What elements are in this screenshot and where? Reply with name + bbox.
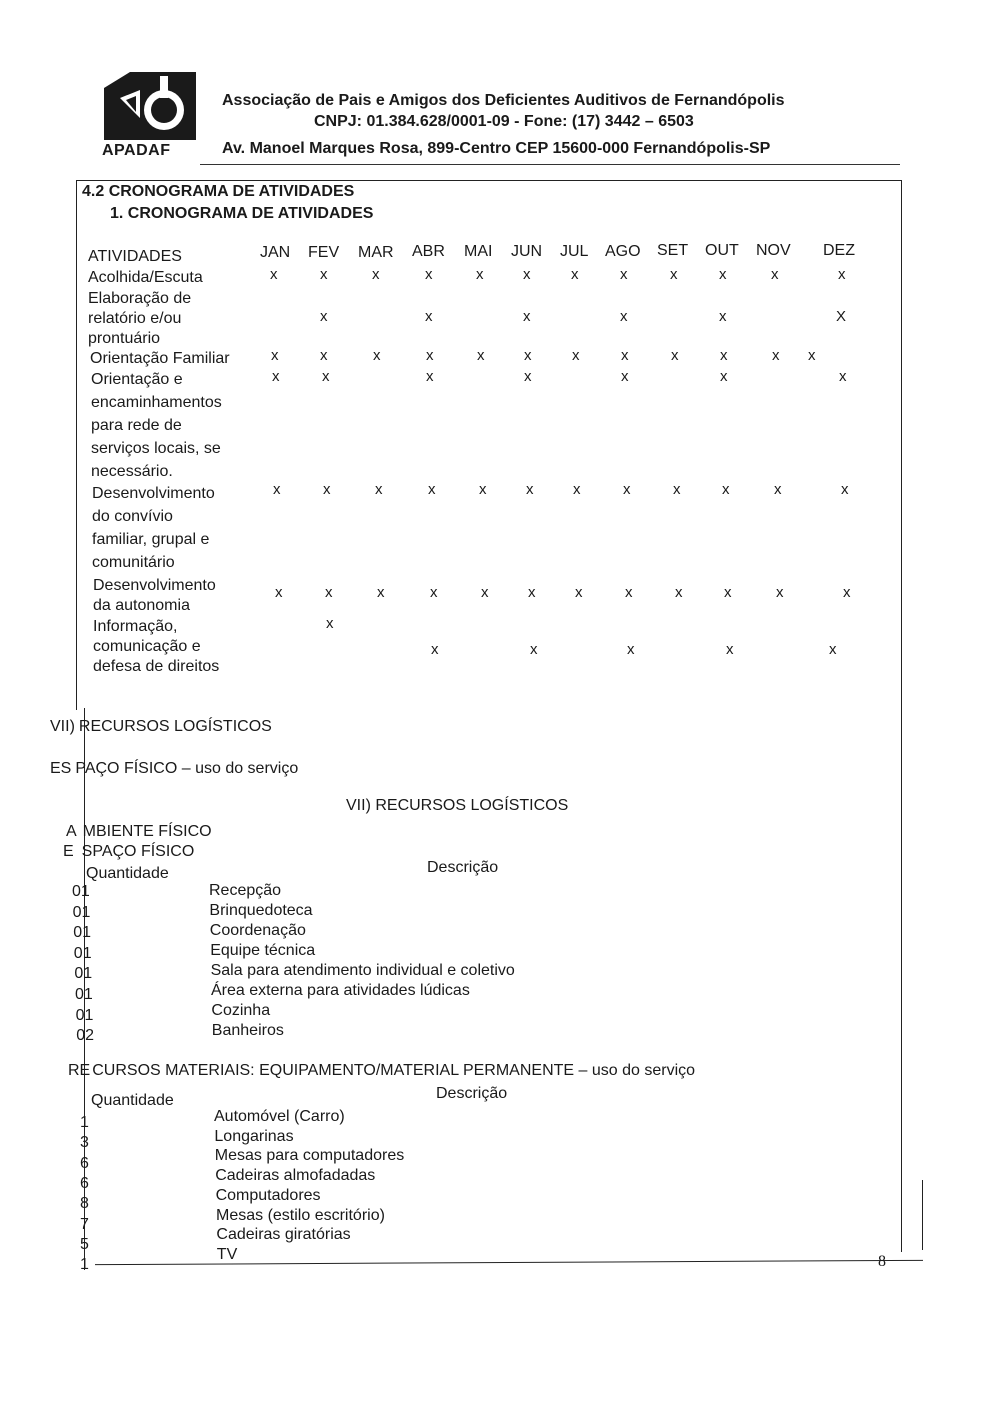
- schedule-mark: x: [428, 481, 436, 498]
- schedule-mark: x: [719, 266, 727, 283]
- equipment-qty: 7: [80, 1215, 89, 1233]
- schedule-mark: x: [325, 584, 333, 601]
- schedule-mark: x: [523, 308, 531, 325]
- schedule-mark: x: [320, 347, 328, 364]
- schedule-section-title: 4.2 CRONOGRAMA DE ATIVIDADES: [82, 183, 355, 200]
- schedule-mark: x: [671, 347, 679, 364]
- equipment-desc-header: Descrição: [436, 1085, 508, 1102]
- schedule-mark: x: [526, 481, 534, 498]
- activity-label: serviços locais, se: [91, 440, 221, 457]
- org-name: Associação de Pais e Amigos dos Deficientes Auditivos de Fernandópolis: [222, 92, 785, 109]
- apadaf-emblem-icon: [100, 70, 198, 142]
- room-qty: 01: [72, 903, 91, 921]
- schedule-mark: x: [479, 481, 487, 498]
- space-line-a: ES: [50, 760, 72, 777]
- schedule-mark: x: [326, 615, 334, 632]
- activity-label: Orientação Familiar: [90, 350, 230, 367]
- schedule-mark: x: [772, 347, 780, 364]
- org-cnpj-phone: CNPJ: 01.384.628/0001-09 - Fone: (17) 3442 – 6503: [314, 113, 694, 130]
- materials-b: CURSOS MATERIAIS: EQUIPAMENTO/MATERIAL PERMANENTE – uso do serviço: [92, 1062, 696, 1079]
- equipment-qty-header: Quantidade: [91, 1092, 174, 1109]
- equipment-desc: Mesas para computadores: [214, 1147, 405, 1165]
- equipment-qty: 8: [80, 1195, 89, 1213]
- month-header: JAN: [260, 244, 291, 261]
- schedule-mark: x: [270, 266, 278, 283]
- equipment-desc: Automóvel (Carro): [214, 1108, 345, 1125]
- schedule-mark: x: [620, 308, 628, 325]
- apadaf-logo: [100, 70, 200, 160]
- schedule-mark: x: [625, 584, 633, 601]
- schedule-mark: x: [524, 347, 532, 364]
- rooms-qty-header: Quantidade: [86, 865, 169, 882]
- schedule-mark: x: [275, 584, 283, 601]
- room-qty: 01: [74, 965, 93, 983]
- logistics-heading: [50, 718, 272, 736]
- equipment-desc: TV: [216, 1245, 238, 1263]
- schedule-mark: x: [838, 266, 846, 283]
- org-address: Av. Manoel Marques Rosa, 899-Centro CEP 15600-000 Fernandópolis-SP: [222, 140, 771, 157]
- month-header: FEV: [308, 243, 340, 261]
- room-desc: Equipe técnica: [210, 942, 316, 959]
- schedule-mark: x: [373, 347, 381, 364]
- schedule-mark: x: [430, 584, 438, 601]
- espaco-b: SPAÇO FÍSICO: [81, 843, 195, 860]
- activity-label: comunicação e: [93, 638, 201, 655]
- activity-label: prontuário: [88, 330, 161, 347]
- month-header: AGO: [605, 242, 641, 260]
- month-header: ABR: [412, 243, 445, 261]
- equipment-qty: 5: [80, 1235, 89, 1253]
- schedule-mark: x: [841, 481, 849, 498]
- equipment-qty: 6: [80, 1174, 89, 1192]
- activity-label: do convívio: [92, 508, 173, 525]
- activity-label: defesa de direitos: [93, 658, 220, 675]
- activity-label: encaminhamentos: [91, 394, 222, 411]
- month-header: MAI: [464, 243, 493, 261]
- logistics-heading-rest: RECURSOS LOGÍSTICOS: [78, 718, 272, 735]
- equipment-qty: 1: [80, 1114, 89, 1131]
- schedule-mark: x: [719, 308, 727, 325]
- logistics-heading-center: VII) RECURSOS LOGÍSTICOS: [346, 797, 569, 814]
- month-header: MAR: [358, 243, 394, 261]
- activity-label: necessário.: [91, 463, 173, 480]
- room-qty: 02: [76, 1027, 94, 1045]
- month-header: JUN: [511, 243, 543, 260]
- schedule-mark: x: [621, 368, 629, 385]
- header-rule: [200, 164, 900, 165]
- room-qty: 01: [75, 986, 93, 1003]
- schedule-mark: x: [829, 641, 837, 658]
- month-header: OUT: [705, 242, 739, 260]
- schedule-mark: x: [724, 584, 732, 601]
- equipment-qty: 6: [80, 1154, 89, 1172]
- activities-header: ATIVIDADES: [88, 248, 182, 265]
- schedule-mark: x: [843, 584, 851, 601]
- espaco-fisico: [63, 843, 194, 861]
- activity-label: familiar, grupal e: [92, 531, 210, 548]
- equipment-desc: Cadeiras giratórias: [216, 1226, 351, 1244]
- schedule-mark: x: [575, 584, 583, 601]
- schedule-mark: x: [375, 481, 383, 498]
- schedule-mark: x: [426, 347, 434, 364]
- materials-heading: [68, 1062, 695, 1080]
- schedule-mark: x: [670, 266, 678, 283]
- equipment-desc: Mesas (estilo escritório): [216, 1206, 385, 1224]
- schedule-mark: x: [481, 584, 489, 601]
- schedule-mark: x: [320, 266, 328, 283]
- schedule-mark: x: [476, 266, 484, 283]
- schedule-mark: x: [621, 347, 629, 364]
- schedule-mark: x: [431, 641, 439, 658]
- equipment-qty: 1: [80, 1256, 89, 1274]
- schedule-mark: x: [620, 266, 628, 283]
- schedule-mark: x: [425, 308, 433, 325]
- month-header: JUL: [560, 242, 589, 260]
- room-qty: 01: [73, 944, 92, 962]
- logistics-heading-prefix: VII): [50, 718, 75, 735]
- ambiente-a: A: [66, 823, 77, 840]
- schedule-mark: x: [322, 368, 330, 385]
- room-qty: 01: [72, 883, 90, 900]
- schedule-mark: x: [273, 481, 281, 498]
- schedule-mark: x: [323, 481, 331, 498]
- activity-label: Acolhida/Escuta: [88, 269, 203, 286]
- schedule-mark: x: [726, 641, 734, 658]
- schedule-mark: x: [623, 481, 631, 498]
- schedule-mark: x: [477, 347, 485, 364]
- equipment-desc: Computadores: [215, 1186, 321, 1204]
- schedule-mark: x: [530, 641, 538, 658]
- equipment-qty: 3: [80, 1134, 89, 1152]
- espaco-a: E: [63, 843, 74, 860]
- materials-a: RE: [68, 1062, 91, 1079]
- equipment-desc: Longarinas: [214, 1127, 294, 1145]
- schedule-mark: x: [571, 266, 579, 283]
- schedule-mark: x: [771, 266, 779, 283]
- schedule-mark: x: [572, 347, 580, 364]
- schedule-mark: x: [673, 481, 681, 498]
- page-number: 8: [878, 1253, 886, 1270]
- physical-space-usage: [50, 760, 298, 778]
- schedule-mark: x: [523, 266, 531, 283]
- schedule-mark: x: [627, 641, 635, 658]
- schedule-mark: x: [377, 584, 385, 601]
- activity-label: para rede de: [91, 417, 182, 434]
- frame-left-line: [76, 180, 77, 710]
- schedule-mark: X: [836, 308, 847, 325]
- room-desc: Área externa para atividades lúdicas: [211, 982, 470, 999]
- schedule-mark: x: [573, 481, 581, 498]
- month-header: DEZ: [823, 241, 855, 259]
- frame-top-line: [76, 180, 902, 181]
- activity-label: comunitário: [92, 554, 175, 571]
- room-desc: Recepção: [209, 882, 282, 899]
- schedule-mark: x: [722, 481, 730, 498]
- space-line-b: PAÇO FÍSICO – uso do serviço: [75, 760, 299, 777]
- schedule-mark: x: [808, 347, 816, 364]
- room-desc: Brinquedoteca: [209, 902, 313, 919]
- room-desc: Sala para atendimento individual e coletivo: [210, 962, 515, 979]
- schedule-mark: x: [839, 368, 847, 385]
- ambiente-fisico: [66, 823, 212, 841]
- schedule-mark: x: [528, 584, 536, 601]
- activity-label: Elaboração de: [88, 290, 192, 307]
- frame-right-line-lower: [922, 1180, 923, 1250]
- schedule-mark: x: [720, 347, 728, 364]
- activity-label: da autonomia: [93, 597, 190, 614]
- rooms-desc-header: Descrição: [427, 859, 499, 876]
- schedule-mark: x: [271, 347, 279, 364]
- room-desc: Banheiros: [211, 1022, 284, 1039]
- room-desc: Cozinha: [211, 1002, 271, 1019]
- schedule-subtitle: 1. CRONOGRAMA DE ATIVIDADES: [110, 205, 374, 222]
- logo-text: APADAF: [102, 142, 171, 159]
- schedule-mark: x: [720, 368, 728, 385]
- activity-label: Desenvolvimento: [92, 485, 215, 502]
- room-desc: Coordenação: [209, 922, 306, 939]
- schedule-mark: x: [675, 584, 683, 601]
- month-header: NOV: [756, 242, 791, 259]
- schedule-mark: x: [524, 368, 532, 385]
- schedule-mark: x: [426, 368, 434, 385]
- room-qty: 01: [75, 1006, 94, 1024]
- activity-label: Informação,: [93, 618, 178, 635]
- schedule-mark: x: [774, 481, 782, 498]
- schedule-mark: x: [425, 266, 433, 283]
- activity-label: relatório e/ou: [88, 310, 182, 327]
- schedule-mark: x: [272, 368, 280, 385]
- month-header: SET: [657, 242, 689, 260]
- schedule-mark: x: [776, 584, 784, 601]
- equipment-desc: Cadeiras almofadadas: [215, 1167, 376, 1185]
- schedule-mark: x: [372, 266, 380, 283]
- ambiente-b: MBIENTE FÍSICO: [82, 823, 212, 840]
- room-qty: 01: [73, 924, 91, 942]
- activity-label: Desenvolvimento: [93, 577, 216, 594]
- frame-right-line: [901, 180, 902, 1252]
- activity-label: Orientação e: [91, 371, 183, 388]
- schedule-mark: x: [320, 308, 328, 325]
